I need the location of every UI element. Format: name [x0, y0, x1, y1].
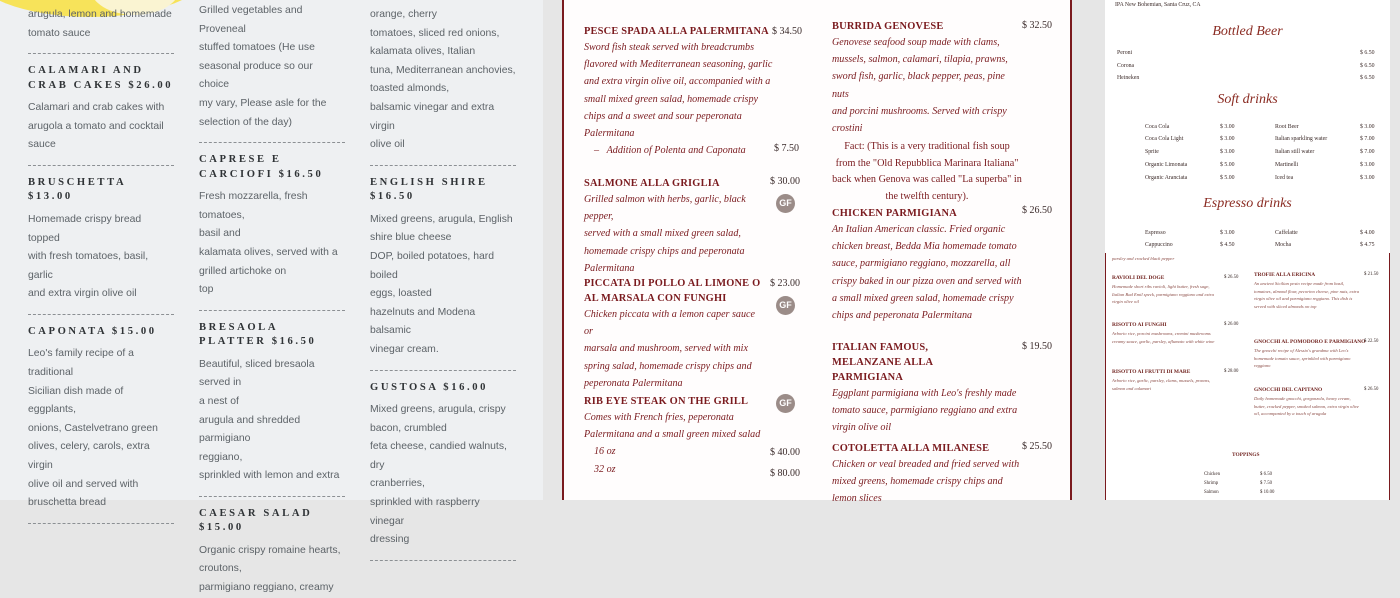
drink-name: Organic Aranciata: [1145, 175, 1188, 181]
item-price: $ 25.50: [1022, 441, 1052, 452]
drink-name: Iced tea: [1275, 175, 1294, 181]
desc-line: sword fish, garlic, black pepper, peas, pine nuts: [832, 71, 1005, 100]
menu-item: [584, 24, 774, 159]
drink-price: $ 4.75: [1360, 242, 1375, 248]
item-description: [199, 356, 345, 486]
item-name: ITALIAN FAMOUS, MELANZANE ALLA PARMIGIANA: [832, 342, 933, 383]
drink-name: Corona: [1117, 63, 1135, 69]
desc-line: eggs, loasted: [370, 288, 432, 300]
desc-line: balsamic vinegar and extra virgin: [370, 101, 495, 132]
desc-line: Eggplant parmigiana with Leo's freshly made: [832, 388, 1017, 399]
desc-line: Mixed greens, arugula, crispy: [370, 404, 506, 415]
menu-column-3: [370, 6, 516, 571]
desc-line: crispy baked in our pizza oven and served with: [832, 275, 1022, 287]
item-description: [28, 211, 174, 304]
item-title: BRESAOLA PLATTER $16.50: [199, 321, 317, 348]
desc-line: parmigiano reggiano, creamy: [199, 582, 334, 594]
drink-name: Mocha: [1275, 242, 1292, 248]
item-title: CALAMARI AND CRAB CAKES $26.00: [28, 65, 174, 91]
item-description: [199, 542, 345, 598]
desc-line: a small mixed green salad, homemade crispy: [832, 292, 1014, 304]
desc-line: Chicken or veal breaded and fried served with: [832, 459, 1020, 470]
desc-line: Leo's family recipe of a traditional: [28, 348, 134, 379]
desc-line: spring salad, homemade crispy chips and: [584, 360, 752, 372]
item-description: [584, 191, 774, 277]
item-description: Homemade short ribs ravioli, light butter, fresh sage, Italian Bad Emil speck, parmigiano reggiano and extra virgin olive oil: [1112, 284, 1214, 305]
item-price: $ 34.50: [772, 26, 802, 37]
divider: [28, 314, 174, 315]
topping-name: Chicken: [1204, 472, 1220, 477]
drink-price: $ 3.00: [1220, 136, 1235, 142]
drink-name: Martinelli: [1275, 162, 1299, 168]
desc-line: sauce: [28, 139, 56, 151]
item-price: $ 22.50: [1364, 339, 1379, 344]
item-title: CAPRESE E CARCIOFI $16.50: [199, 154, 324, 180]
item-price: $ 28.00: [1224, 369, 1239, 374]
desc-line: Grilled salmon with herbs, garlic, black pepper,: [584, 194, 746, 223]
drink-name: Coca Cola Light: [1145, 136, 1184, 142]
desc-line: tomato sauce, parmigiano reggiano and extra: [832, 405, 1018, 417]
item-description: [832, 385, 1022, 437]
desc-line: olives, celery, carols, extra virgin: [28, 441, 150, 471]
desc-line: Palermitana and a small green mixed salad: [584, 429, 761, 441]
item-name: GNOCCHI AL POMODORO E PARMIGIANO: [1254, 339, 1366, 345]
item-description: [584, 306, 764, 392]
desc-line: chips and a sweet and sour peperonata: [584, 110, 742, 122]
item-title: BRUSCHETTA $13.00: [28, 176, 126, 203]
drink-price: $ 6.50: [1360, 50, 1375, 56]
drink-price: $ 3.00: [1360, 175, 1375, 181]
desc-line: mixed greens, homemade crispy chips and: [832, 476, 1003, 488]
item-description: [584, 409, 774, 478]
divider: [28, 523, 174, 524]
desc-line: Sicilian dish made of eggplants,: [28, 385, 124, 416]
desc-line: dressing: [370, 534, 410, 546]
fact-line: from the "Old Repubblica Marinara Italiana": [835, 157, 1019, 169]
menu-item: [584, 276, 764, 392]
item-description: The gnocchi recipe of Alessio's grandma with Leo's homemade tomato sauce, sprinkled with parmigiano reggiano: [1254, 348, 1351, 369]
item-price: $ 26.00: [1224, 322, 1239, 327]
desc-line: bacon, crumbled: [370, 422, 447, 434]
item-description: [199, 188, 345, 300]
divider: [199, 142, 345, 143]
item-name: COTOLETTA ALLA MILANESE: [832, 443, 990, 454]
desc-line: stuffed tomatoes (He use: [199, 42, 315, 54]
item-description: Arborio rice, porcini mushrooms, cremini mushrooms creamy sauce, garlic, parsley, aflumato with white wine: [1112, 331, 1215, 344]
item-description: [370, 211, 516, 360]
desc-line: homemade crispy chips and peperonata: [584, 245, 745, 257]
item-description: [28, 345, 174, 512]
desc-line: Palermitana: [584, 262, 635, 274]
size-option: 32 oz: [594, 463, 616, 475]
divider: [28, 165, 174, 166]
item-description: Arborio rice, garlic, parsley, clams, mussels, prawns, salmon and calamari: [1112, 378, 1211, 391]
item-description: [199, 2, 345, 132]
drink-name: Heineken: [1117, 75, 1140, 81]
size-option: 16 oz: [594, 446, 616, 458]
desc-line: sauce, parmigiano reggiano, mozzarella, all: [832, 258, 1011, 270]
fact-note: [832, 139, 1022, 205]
fact-line: Fact: (This is a very traditional fish soup: [844, 141, 1010, 153]
desc-line: Mixed greens, arugula, English: [370, 213, 513, 225]
item-name: RAVIOLI DEL DOGE: [1112, 275, 1165, 281]
desc-line: orange, cherry: [370, 9, 437, 20]
desc-line: peperonata Palermitana: [584, 377, 683, 389]
item-name: BURRIDA GENOVESE: [832, 21, 944, 32]
menu-column-2: [199, 2, 345, 598]
drink-price: $ 3.00: [1220, 230, 1235, 236]
drink-name: Sprite: [1145, 149, 1159, 155]
appetizers-panel: [0, 0, 543, 594]
section-title: Bottled Beer: [1212, 24, 1283, 39]
item-price: $ 21.50: [1364, 272, 1379, 277]
drink-price: $ 3.00: [1360, 124, 1375, 130]
addon-text: Addition of Polenta and Caponata: [606, 145, 746, 157]
desc-line: arugola a tomato and cocktail: [28, 120, 164, 132]
item-name: RISOTTO AI FRUTTI DI MARE: [1112, 369, 1191, 375]
desc-line: mussels, salmon, calamari, tilapia, prawns,: [832, 54, 1008, 66]
topping-price: $ 10.00: [1260, 490, 1275, 495]
divider: [370, 370, 516, 371]
desc-line: reggiano,: [199, 451, 243, 463]
item-name: RIB EYE STEAK ON THE GRILL: [584, 396, 749, 407]
item-price: $ 40.00: [770, 447, 800, 458]
drink-name: Italian sparkling water: [1275, 136, 1328, 142]
desc-line: onions, Castelvetrano green: [28, 422, 158, 434]
item-title: GUSTOSA $16.00: [370, 381, 489, 393]
menu-item: [584, 176, 774, 277]
drink-name: Coca Cola: [1145, 124, 1170, 130]
item-description: [832, 221, 1022, 324]
menu-column-1: [28, 6, 174, 534]
topping-name: Salmon: [1204, 490, 1219, 495]
item-description: Daily homemade gnocchi, gorgonzola, heavy cream, butter, cracked pepper, smoked salmon, extra virgin olive oil, accompanied by a touch of arugula: [1254, 396, 1359, 417]
item-description: parsley and cracked black pepper: [1112, 256, 1175, 261]
desc-line: kalamata olives, served with a: [199, 246, 338, 258]
desc-line: Sword fish steak served with breadcrumbs: [584, 42, 754, 53]
drink-price: $ 5.00: [1220, 162, 1235, 168]
item-description: [584, 39, 774, 159]
toppings-title: TOPPINGS: [1232, 452, 1260, 458]
desc-line: chips and peperonata Palermitana: [832, 310, 973, 322]
desc-line: vinegar cream.: [370, 343, 439, 355]
desc-line: Genovese seafood soup made with clams,: [832, 37, 1000, 48]
item-title: CAPONATA $15.00: [28, 325, 157, 337]
desc-line: and extra virgin olive oil, accompanied with a: [584, 76, 771, 88]
desc-line: selection of the day): [199, 116, 292, 128]
desc-line: cranberries,: [370, 478, 425, 490]
desc-line: Palermitana: [584, 128, 635, 140]
item-name: RISOTTO AI FUNGHI: [1112, 322, 1167, 328]
item-name: GNOCCHI DEL CAPITANO: [1254, 387, 1323, 393]
item-name: CHICKEN PARMIGIANA: [832, 208, 957, 219]
desc-line: Grilled vegetables and Proveneal: [199, 5, 303, 35]
desc-line: crostini: [832, 123, 863, 135]
desc-line: Beautiful, sliced bresaola served in: [199, 358, 315, 389]
desc-line: Homemade crispy bread topped: [28, 213, 142, 244]
desc-line: toasted almonds,: [370, 83, 450, 95]
drink-name: Peroni: [1117, 50, 1133, 56]
item-price: $ 80.00: [770, 468, 800, 479]
desc-line: kalamata olives, Italian: [370, 46, 476, 58]
desc-line: sprinkled with raspberry vinegar: [370, 496, 480, 527]
desc-line: shire blue cheese: [370, 232, 452, 244]
item-description: [370, 401, 516, 550]
item-price: $ 26.50: [1224, 275, 1239, 280]
desc-line: with fresh tomatoes, basil, garlic: [28, 251, 149, 281]
beer-note: IPA New Bohemian, Santa Cruz, CA: [1115, 2, 1201, 8]
item-description: [832, 456, 1022, 508]
desc-line: top: [199, 284, 214, 296]
entrees-menu-card: [562, 0, 1072, 505]
item-price: $ 26.50: [1364, 387, 1379, 392]
item-price: $ 32.50: [1022, 20, 1052, 31]
drink-price: $ 6.50: [1360, 75, 1375, 81]
gluten-free-badge: GF: [776, 394, 795, 413]
drink-price: $ 6.50: [1360, 63, 1375, 69]
item-description: An ancient Sicilian pesto recipe made from basil, tomatoes, almond flour, pecorino cheese, pine nuts, extra virgin olive oil and parmigiano reggiano. This dish is served with sliced almonds on top: [1254, 281, 1360, 309]
menu-item: [832, 441, 1022, 508]
item-price: $ 26.50: [1022, 205, 1052, 216]
desc-line: feta cheese, candied walnuts, dry: [370, 441, 507, 471]
desc-line: lemon slices: [832, 493, 882, 505]
item-name: TROFIE ALLA ERICINA: [1254, 272, 1316, 278]
desc-line: Chicken piccata with a lemon caper sauce or: [584, 309, 755, 338]
menu-item: [832, 19, 1022, 206]
drink-name: Espresso: [1145, 230, 1166, 236]
drink-name: Root Beer: [1275, 124, 1299, 130]
item-price: $ 19.50: [1022, 341, 1052, 352]
desc-line: sprinkled with lemon and extra: [199, 470, 340, 482]
desc-line: olive oil and served with: [28, 478, 139, 490]
desc-line: a nest of: [199, 395, 239, 407]
drink-price: $ 7.00: [1360, 149, 1375, 155]
section-title: Espresso drinks: [1203, 196, 1292, 211]
desc-line: basil and: [199, 228, 241, 240]
desc-line: and porcini mushrooms. Served with crispy: [832, 105, 1007, 117]
desc-line: and extra virgin olive oil: [28, 288, 137, 300]
topping-price: $ 7.50: [1260, 481, 1272, 486]
drink-price: $ 4.00: [1360, 230, 1375, 236]
desc-line: tomatoes, sliced red onions,: [370, 27, 500, 39]
desc-line: hazelnuts and Modena balsamic: [370, 306, 476, 337]
divider: [370, 560, 516, 561]
drink-price: $ 7.00: [1360, 136, 1375, 142]
drink-price: $ 4.50: [1220, 242, 1235, 248]
item-description: [28, 99, 174, 155]
desc-line: grilled artichoke on: [199, 265, 287, 277]
drink-name: Caffelatte: [1275, 230, 1298, 236]
gluten-free-badge: GF: [776, 296, 795, 315]
drink-price: $ 3.00: [1360, 162, 1375, 168]
desc-line: DOP, boiled potatoes, hard boiled: [370, 250, 495, 281]
item-name: SALMONE ALLA GRIGLIA: [584, 178, 720, 189]
item-description: [832, 34, 1022, 137]
addon-price: $ 7.50: [774, 143, 799, 154]
desc-line: Calamari and crab cakes with: [28, 102, 165, 114]
divider: [28, 53, 174, 54]
fact-line: the twelfth century).: [885, 191, 969, 202]
desc-line: tomato sauce: [28, 27, 91, 39]
item-name: PICCATA DI POLLO AL LIMONE O AL MARSALA CON FUNGHI: [584, 278, 761, 304]
drink-name: Cappuccino: [1145, 242, 1173, 248]
desc-line: marsala and mushroom, served with mix: [584, 343, 748, 355]
desc-line: seasonal produce so our choice: [199, 60, 313, 91]
desc-line: served with a small mixed green salad,: [584, 228, 741, 240]
desc-line: bruschetta bread: [28, 497, 106, 509]
item-title: ENGLISH SHIRE $16.50: [370, 176, 488, 203]
menu-item: [584, 394, 774, 478]
topping-price: $ 6.50: [1260, 472, 1272, 477]
desc-line: Comes with French fries, peperonata: [584, 412, 734, 423]
section-title: Soft drinks: [1217, 92, 1278, 107]
desc-line: An Italian American classic. Fried organic: [832, 224, 1006, 235]
desc-line: small mixed green salad, homemade crispy: [584, 93, 758, 105]
item-name: PESCE SPADA ALLA PALERMITANA: [584, 26, 769, 37]
desc-line: olive oil: [370, 139, 405, 151]
drink-price: $ 5.00: [1220, 175, 1235, 181]
item-title: CAESAR SALAD $15.00: [199, 507, 313, 534]
desc-line: croutons,: [199, 563, 242, 575]
divider: [199, 496, 345, 497]
desc-line: Organic crispy romaine hearts,: [199, 544, 341, 556]
divider: [370, 165, 516, 166]
drink-price: $ 3.00: [1220, 124, 1235, 130]
fact-line: back when Genova was called "La superba" in: [832, 174, 1022, 186]
drink-name: Italian still water: [1275, 149, 1315, 155]
desc-line: virgin olive oil: [832, 422, 892, 434]
topping-name: Shrimp: [1204, 481, 1219, 486]
drink-price: $ 3.00: [1220, 149, 1235, 155]
desc-line: chicken breast, Bedda Mia homemade tomato: [832, 241, 1017, 253]
menu-item: [832, 206, 1022, 324]
pasta-menu-card: [1105, 253, 1390, 500]
divider: [199, 310, 345, 311]
menu-item: [832, 340, 1018, 437]
desc-line: Fresh mozzarella, fresh tomatoes,: [199, 191, 308, 221]
desc-line: arugula and shredded parmigiano: [199, 414, 301, 445]
addon-line: – Addition of Polenta and Caponata: [594, 145, 746, 157]
desc-line: flavored with Mediterranean seasoning, garlic: [584, 59, 773, 71]
desc-line: my vary, Please asle for the: [199, 97, 327, 109]
gluten-free-badge: GF: [776, 194, 795, 213]
drink-name: Organic Limonata: [1145, 162, 1188, 168]
item-price: $ 30.00: [770, 176, 800, 187]
desc-line: arugula, lemon and homemade: [28, 9, 172, 20]
desc-line: tuna, Mediterranean anchovies,: [370, 64, 516, 76]
item-description: [370, 6, 516, 155]
item-price: $ 23.00: [770, 278, 800, 289]
item-description: [28, 6, 174, 43]
